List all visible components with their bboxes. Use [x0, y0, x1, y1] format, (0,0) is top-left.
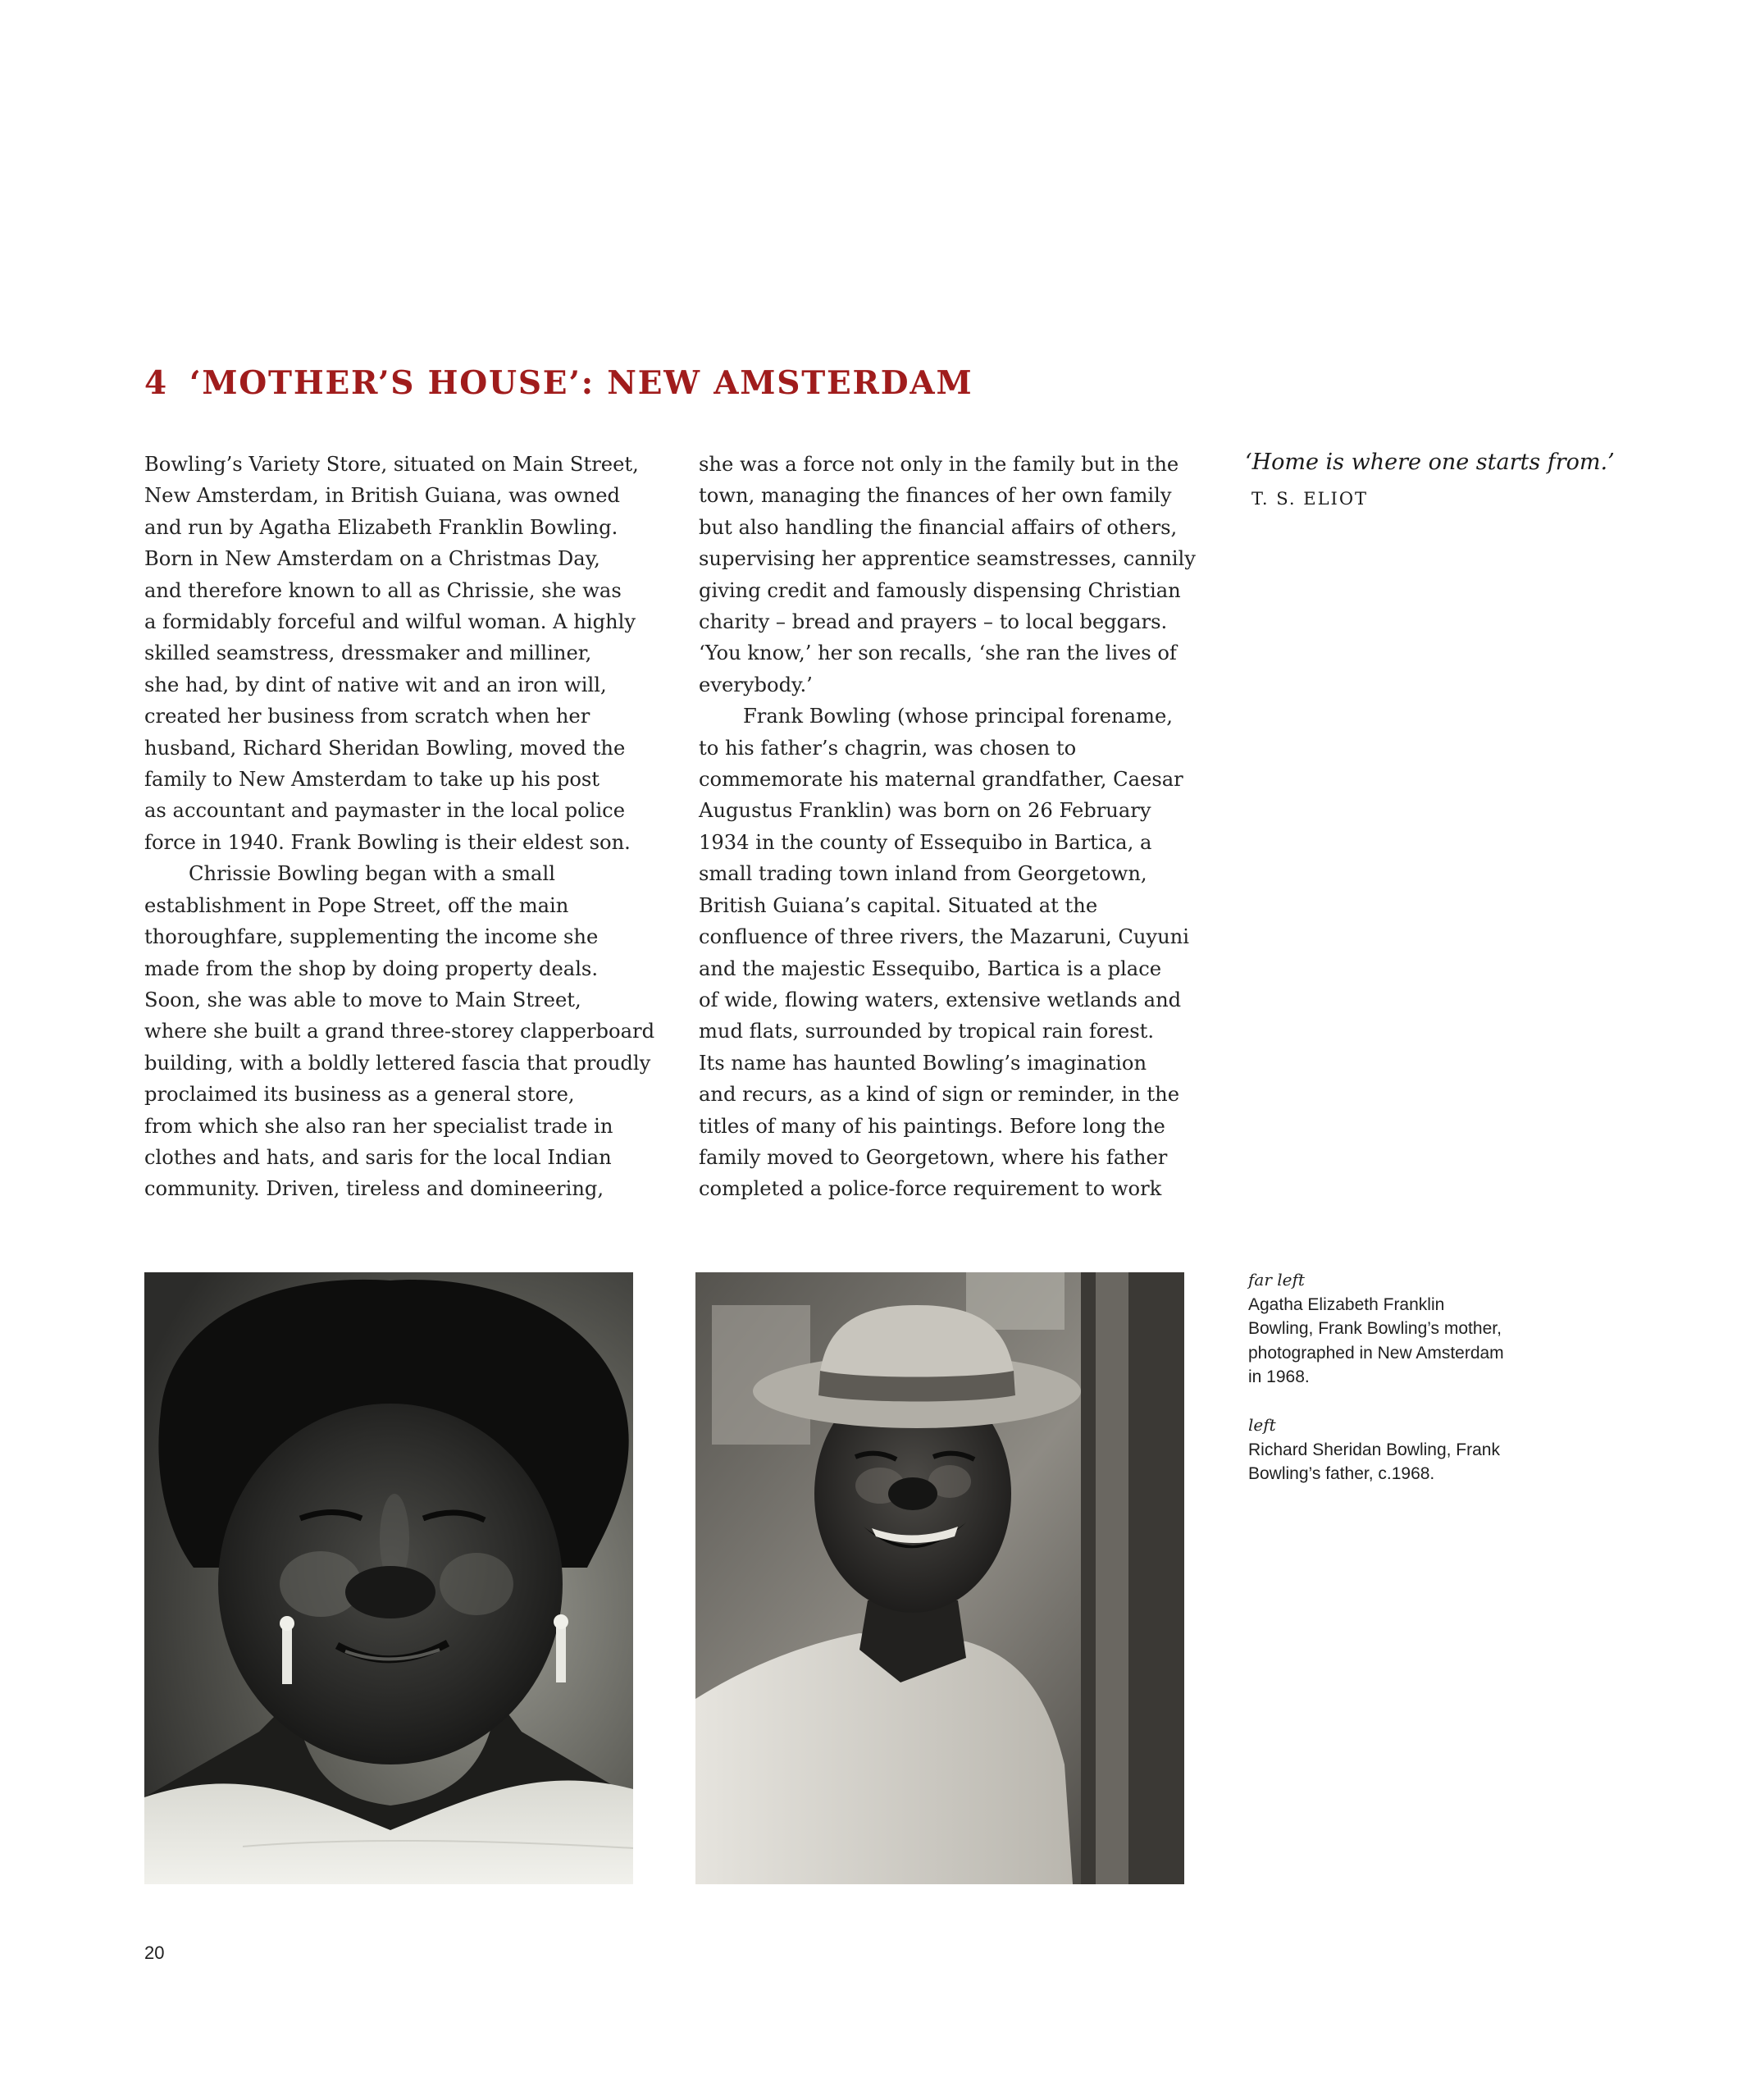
text-line: she was a force not only in the family but in the: [699, 453, 1179, 476]
text-line: titles of many of his paintings. Before long the: [699, 1114, 1165, 1138]
text-line: clothes and hats, and saris for the local Indian: [144, 1145, 612, 1169]
text-line: but also handling the financial affairs of others,: [699, 515, 1178, 539]
text-line: commemorate his maternal grandfather, Caesar: [699, 768, 1183, 792]
text-line: created her business from scratch when her: [144, 705, 590, 728]
text-line: charity – bread and prayers – to local beggars.: [699, 610, 1168, 634]
text-line: mud flats, surrounded by tropical rain forest.: [699, 1020, 1155, 1043]
caption-line: Richard Sheridan Bowling, Frank: [1248, 1440, 1500, 1459]
epigraph-author: T. S. ELIOT: [1251, 489, 1369, 509]
text-line: husband, Richard Sheridan Bowling, moved the: [144, 736, 626, 760]
text-line: of wide, flowing waters, extensive wetlands and: [699, 988, 1182, 1011]
text-line: Frank Bowling (whose principal forename,: [743, 705, 1173, 728]
text-line: and the majestic Essequibo, Bartica is a place: [699, 956, 1162, 980]
caption-label: left: [1248, 1415, 1276, 1435]
caption-line: Bowling’s father, c.1968.: [1248, 1464, 1435, 1483]
text-line: Chrissie Bowling began with a small: [189, 862, 555, 886]
text-line: family moved to Georgetown, where his father: [699, 1145, 1168, 1169]
chapter-title: [144, 361, 973, 405]
caption-line: in 1968.: [1248, 1367, 1310, 1386]
caption-line: photographed in New Amsterdam: [1248, 1343, 1504, 1363]
text-line: thoroughfare, supplementing the income she: [144, 925, 599, 949]
text-line: made from the shop by doing property deals.: [144, 956, 599, 980]
text-line: to his father’s chagrin, was chosen to: [699, 736, 1077, 760]
text-line: supervising her apprentice seamstresses, cannily: [699, 547, 1196, 571]
text-line: where she built a grand three-storey clapperboard: [144, 1020, 655, 1043]
text-line: community. Driven, tireless and domineering,: [144, 1177, 604, 1201]
text-line: force in 1940. Frank Bowling is their eldest son.: [144, 830, 631, 854]
caption-line: Agatha Elizabeth Franklin: [1248, 1294, 1445, 1314]
text-line: British Guiana’s capital. Situated at the: [699, 893, 1098, 917]
text-line: proclaimed its business as a general store,: [144, 1083, 575, 1107]
text-line: building, with a boldly lettered fascia that proudly: [144, 1051, 651, 1075]
father-portrait-image: [695, 1272, 1184, 1884]
page-number: 20: [144, 1942, 165, 1963]
text-line: New Amsterdam, in British Guiana, was owned: [144, 484, 621, 508]
text-line: from which she also ran her specialist trade in: [144, 1114, 613, 1138]
text-line: establishment in Pope Street, off the main: [144, 893, 569, 917]
epigraph-quote: ‘Home is where one starts from.’: [1245, 450, 1615, 475]
text-line: Its name has haunted Bowling’s imagination: [699, 1051, 1147, 1075]
caption-line: Bowling, Frank Bowling’s mother,: [1248, 1319, 1502, 1338]
text-line: she had, by dint of native wit and an iron will,: [144, 673, 607, 696]
text-line: and run by Agatha Elizabeth Franklin Bowling.: [144, 515, 618, 539]
chapter-number: 4: [144, 364, 168, 402]
text-line: giving credit and famously dispensing Christian: [699, 578, 1181, 602]
text-line: a formidably forceful and wilful woman. A highly: [144, 610, 636, 634]
text-line: small trading town inland from Georgetown,: [699, 862, 1147, 886]
body-column-2: [699, 449, 1224, 1205]
mother-portrait-image: [144, 1272, 633, 1884]
text-line: ‘You know,’ her son recalls, ‘she ran the lives of: [699, 641, 1177, 665]
text-line: completed a police-force requirement to work: [699, 1177, 1162, 1201]
text-line: 1934 in the county of Essequibo in Bartica, a: [699, 830, 1152, 854]
photo-captions: [1248, 1268, 1593, 1510]
caption-label: far left: [1248, 1270, 1305, 1290]
text-line: and therefore known to all as Chrissie, she was: [144, 578, 622, 602]
mother-portrait-photo: [144, 1272, 633, 1884]
text-line: family to New Amsterdam to take up his post: [144, 768, 600, 792]
text-line: confluence of three rivers, the Mazaruni, Cuyuni: [699, 925, 1189, 949]
text-line: as accountant and paymaster in the local police: [144, 799, 626, 823]
text-line: Soon, she was able to move to Main Street,: [144, 988, 581, 1011]
caption-far-left: [1248, 1268, 1593, 1390]
text-line: Augustus Franklin) was born on 26 February: [699, 799, 1151, 823]
chapter-title-text: ‘MOTHER’S HOUSE’: NEW AMSTERDAM: [189, 364, 973, 402]
text-line: skilled seamstress, dressmaker and milliner,: [144, 641, 592, 665]
text-line: Born in New Amsterdam on a Christmas Day,: [144, 547, 600, 571]
text-line: and recurs, as a kind of sign or reminder, in the: [699, 1083, 1180, 1107]
caption-left: [1248, 1413, 1593, 1486]
text-line: everybody.’: [699, 673, 813, 696]
father-portrait-photo: [695, 1272, 1184, 1884]
body-column-1: [144, 449, 669, 1205]
text-line: Bowling’s Variety Store, situated on Main Street,: [144, 453, 639, 476]
text-line: town, managing the finances of her own family: [699, 484, 1172, 508]
